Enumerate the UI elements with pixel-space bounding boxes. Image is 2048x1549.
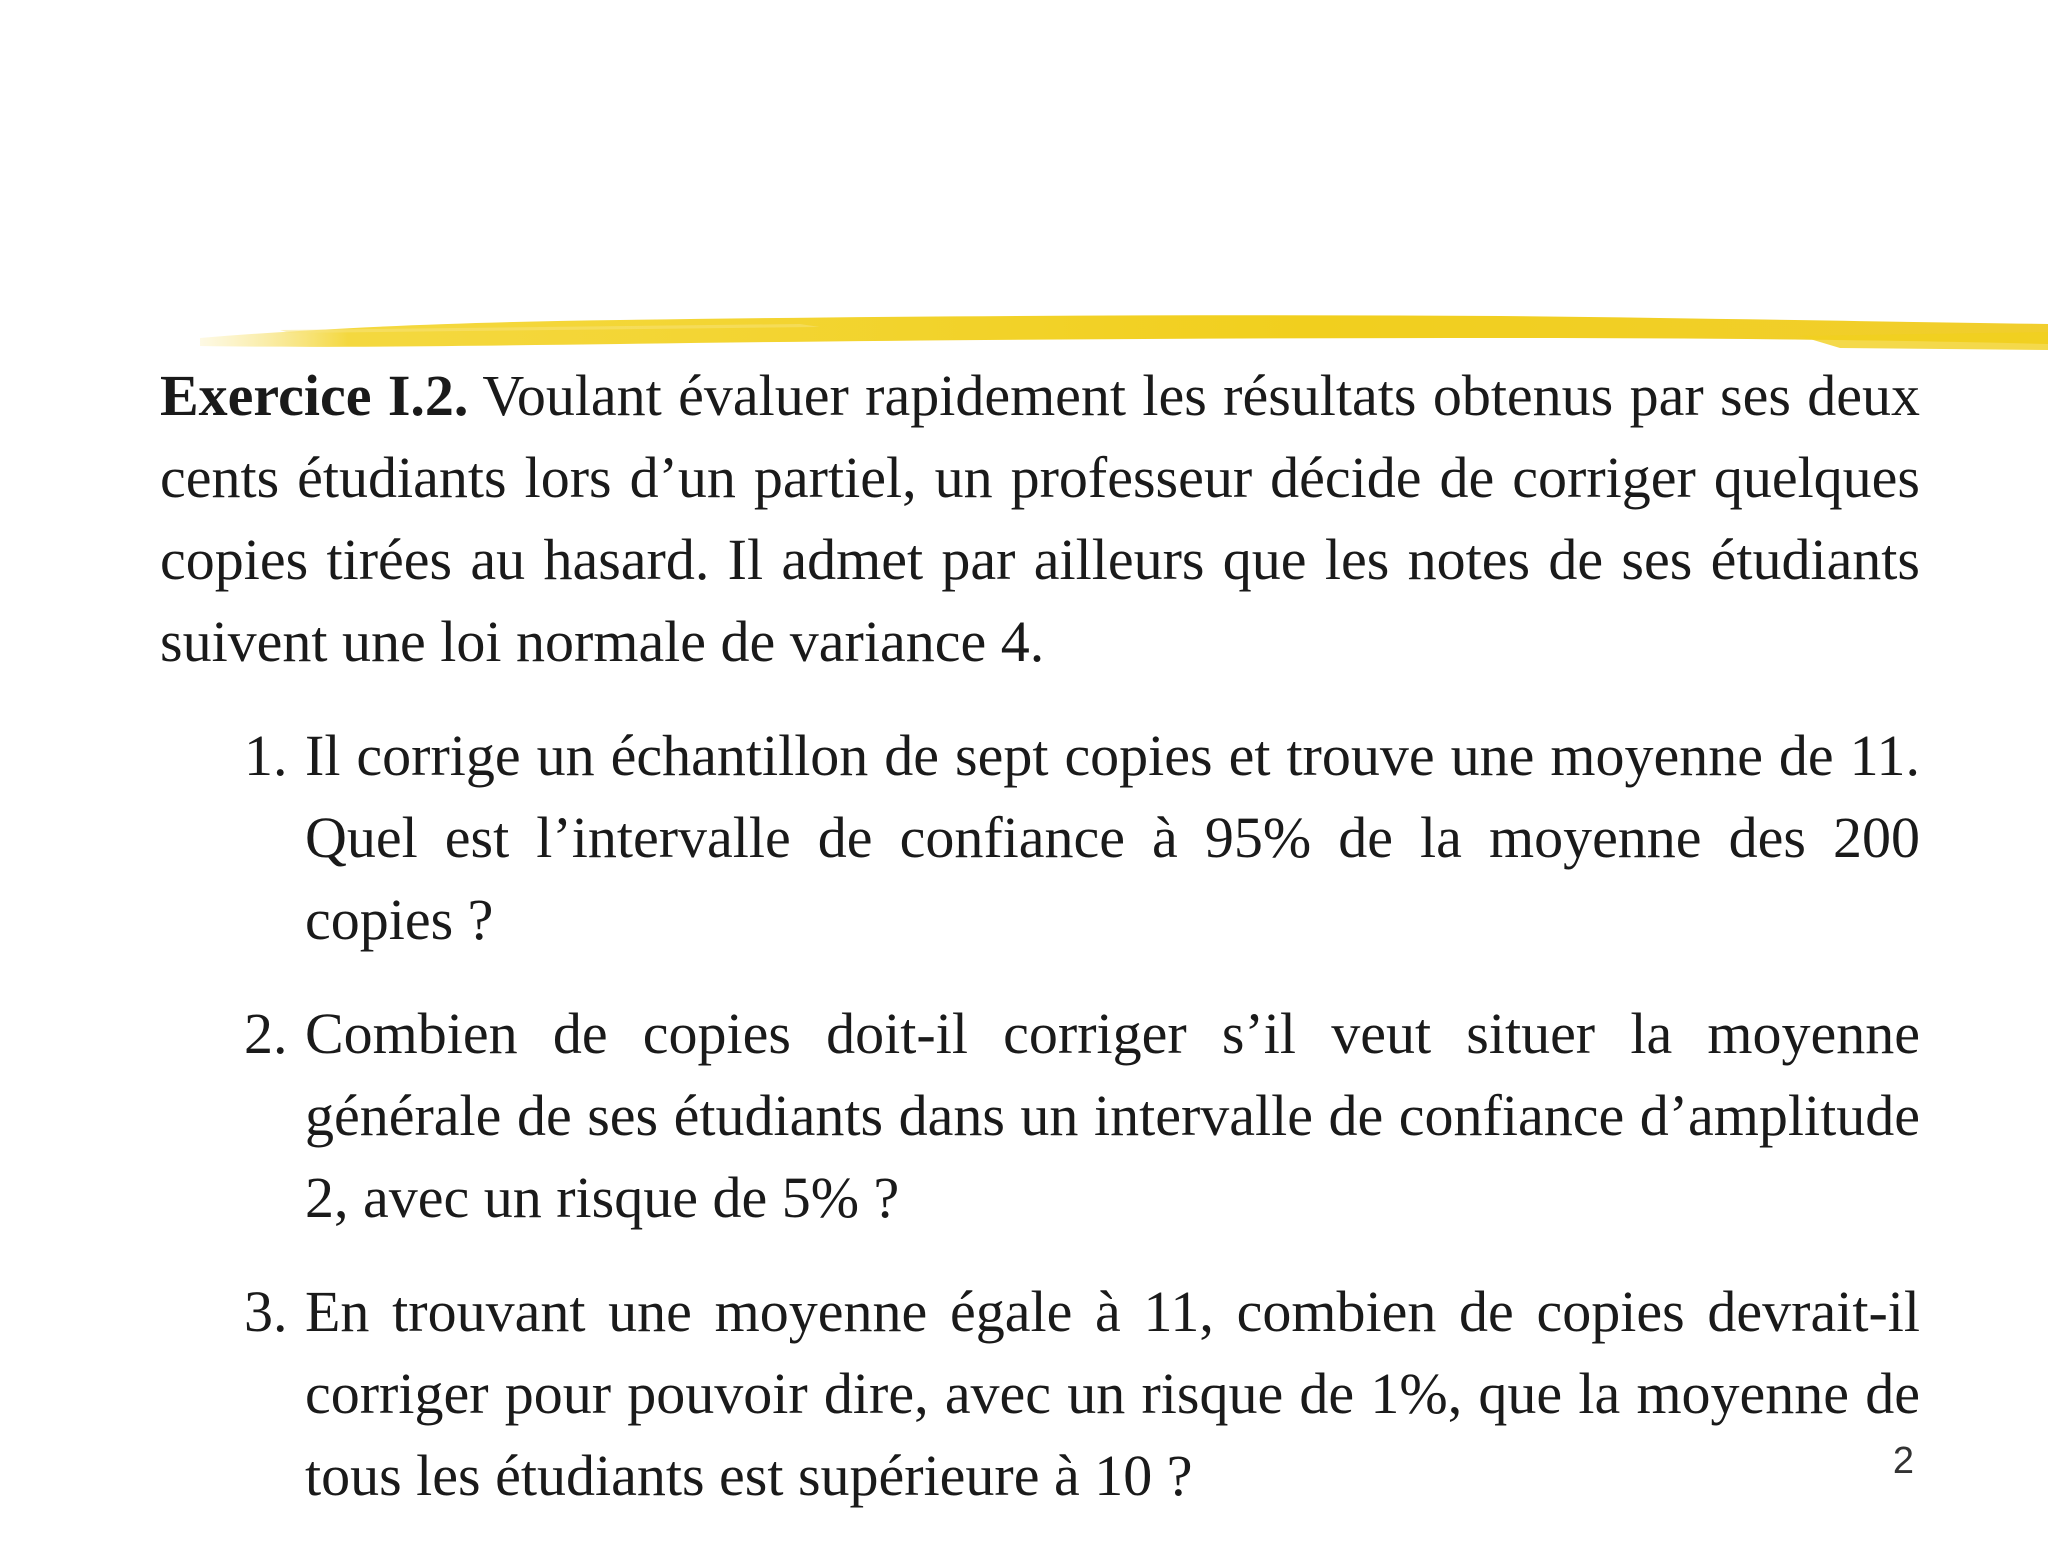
question-item [160, 715, 1920, 961]
exercise-intro-text: Voulant évaluer rapidement les résultats obtenus par ses deux cents étudiants lors d’un partiel, un professeur décide de corriger quelques copies tirées au hasard. Il admet par ailleurs que les notes de ses étudiants suivent une loi normale de variance 4. [160, 363, 1920, 674]
exercise-content [160, 355, 1920, 1549]
exercise-intro [160, 355, 1920, 683]
page-number: 2 [1892, 1440, 1914, 1482]
question-text: Combien de copies doit-il corriger s’il veut situer la moyenne générale de ses étudiants dans un intervalle de confiance d’amplitude 2, avec un risque de 5% ? [305, 1001, 1920, 1230]
question-item [160, 993, 1920, 1239]
question-text: En trouvant une moyenne égale à 11, combien de copies devrait-il corriger pour pouvoir dire, avec un risque de 1%, que la moyenne de tous les étudiants est supérieure à 10 ? [305, 1279, 1920, 1508]
question-number: 2. [244, 1001, 288, 1066]
question-item [160, 1271, 1920, 1517]
question-list [160, 715, 1920, 1517]
question-number: 3. [244, 1279, 288, 1344]
question-number: 1. [244, 723, 288, 788]
exercise-title: Exercice I.2. [160, 363, 469, 428]
question-text: Il corrige un échantillon de sept copies et trouve une moyenne de 11. Quel est l’intervalle de confiance à 95% de la moyenne des 200 copies ? [305, 723, 1920, 952]
